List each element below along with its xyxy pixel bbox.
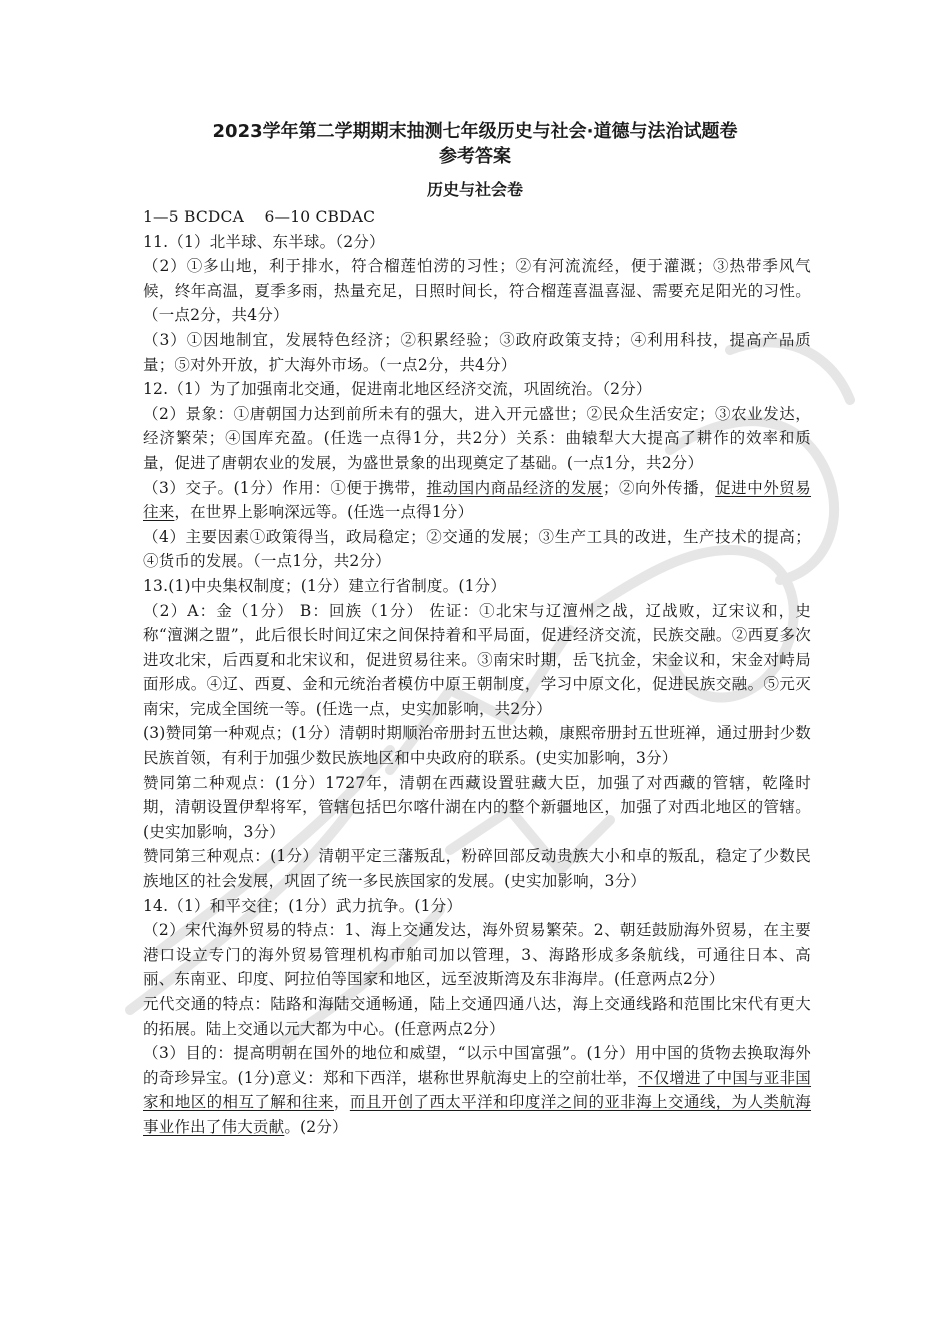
answer-paragraph: 赞同第二种观点：(1分）1727年，清朝在西藏设置驻藏大臣，加强了对西藏的管辖，乾隆时期，清朝设置伊犁将军，管辖包括巴尔喀什湖在内的整个新疆地区，加强了对西北地区的管辖。(史实加影响，3分）: [143, 773, 811, 841]
answer-paragraph: （3）①因地制宜，发展特色经济；②积累经验；③政府政策支持；④利用科技，提高产品质量；⑤对外开放，扩大海外市场。（一点2分，共4分）: [143, 330, 811, 374]
answer-text: ；②向外传播，: [602, 478, 716, 497]
answer-text: （3）目的：提高明朝在国外的地位和威望，“以示中国富强”。(1分）用中国的货物去换取海外的奇珍异宝。(1分)意义：郑和下西洋，堪称世界航海史上的空前壮举，: [143, 1044, 811, 1087]
answer-paragraph: 11.（1）北半球、东半球。（2分）: [143, 232, 385, 251]
answer-paragraph: （2）宋代海外贸易的特点：1、海上交通发达，海外贸易繁荣。2、朝廷鼓励海外贸易，在主要港口设立专门的海外贸易管理机构市舶司加以管理，3、海路形成多条航线，可通往日本、高丽、东南亚、印度、阿拉伯等国家和地区，远至波斯湾及东非海岸。(任意两点2分）: [143, 921, 811, 989]
answer-paragraph: （4）主要因素①政策得当，政局稳定；②交通的发展；③生产工具的改进，生产技术的提高；④货币的发展。（一点1分，共2分）: [143, 527, 811, 571]
underlined-key-point: 促进中外贸易往来: [143, 478, 812, 522]
answer-content: [143, 205, 811, 1140]
exam-title: 2023学年第二学期期末抽测七年级历史与社会·道德与法治试题卷: [212, 121, 738, 142]
answer-paragraph: 1—5 BCDCA 6—10 CBDAC: [143, 208, 376, 226]
answer-paragraph: 13.(1)中央集权制度；(1分）建立行省制度。(1分）: [143, 576, 507, 595]
answer-paragraph: [143, 476, 811, 525]
answer-paragraph: [143, 1041, 811, 1139]
answer-paragraph: 赞同第三种观点：(1分）清朝平定三藩叛乱，粉碎回部反动贵族大小和卓的叛乱，稳定了少数民族地区的社会发展，巩固了统一多民族国家的发展。(史实加影响，3分）: [143, 847, 811, 891]
underlined-key-point: 而且开创了西太平洋和印度洋之间的亚非海上交通线，为人类航海事业作出了伟大贡献: [143, 1093, 812, 1136]
section-title: 历史与社会卷: [426, 180, 523, 199]
answer-text: ，: [333, 1093, 350, 1112]
answer-paragraph: 12.（1）为了加强南北交通，促进南北地区经济交流，巩固统治。（2分）: [143, 380, 652, 399]
answer-paragraph: 14.（1）和平交往；(1分）武力抗争。(1分）: [143, 896, 463, 915]
answer-paragraph: 元代交通的特点：陆路和海陆交通畅通，陆上交通四通八达，海上交通线路和范围比宋代有更大的拓展。陆上交通以元大都为中心。(任意两点2分）: [143, 995, 811, 1038]
underlined-key-point: 不仅增进了中国与亚非国家和地区的相互了解和往来: [143, 1068, 812, 1112]
answer-paragraph: （2）景象：①唐朝国力达到前所未有的强大，进入开元盛世；②民众生活安定；③农业发达，经济繁荣；④国库充盈。(任选一点得1分，共2分）关系：曲辕犁大大提高了耕作的效率和质量，促进了唐朝农业的发展，为盛世景象的出现奠定了基础。(一点1分，共2分）: [143, 404, 811, 472]
underlined-key-point: 推动国内商品经济的发展: [426, 478, 603, 497]
answer-paragraph: （2）A：金（1分） B：回族（1分） 佐证：①北宋与辽澶州之战，辽战败，辽宋议和，史称“澶渊之盟”，此后很长时间辽宋之间保持着和平局面，促进经济交流，民族交融。②西夏多次进攻北宋，后西夏和北宋议和，促进贸易往来。③南宋时期，岳飞抗金，宋金议和，宋金对峙局面形成。④辽、西夏、金和元统治者模仿中原王朝制度，学习中原文化，促进民族交融。⑤元灭南宋，完成全国统一等。(任选一点，史实加影响，共2分）: [143, 601, 811, 718]
answer-text: （3）交子。(1分）作用：①便于携带，: [143, 478, 427, 497]
answer-text: ，在世界上影响深远等。(任选一点得1分）: [174, 503, 474, 522]
answer-key-subtitle: 参考答案: [439, 146, 511, 167]
answer-text: 。(2分）: [284, 1117, 348, 1136]
answer-paragraph: （2）①多山地，利于排水，符合榴莲怕涝的习性；②有河流流经，便于灌溉；③热带季风气候，终年高温，夏季多雨，热量充足，日照时间长，符合榴莲喜温喜湿、需要充足阳光的习性。（一点2分，共4分）: [143, 257, 811, 325]
answer-paragraph: (3)赞同第一种观点；(1分）清朝时期顺治帝册封五世达赖，康熙帝册封五世班禅，通过册封少数民族首领，有利于加强少数民族地区和中央政府的联系。(史实加影响，3分）: [143, 724, 811, 768]
